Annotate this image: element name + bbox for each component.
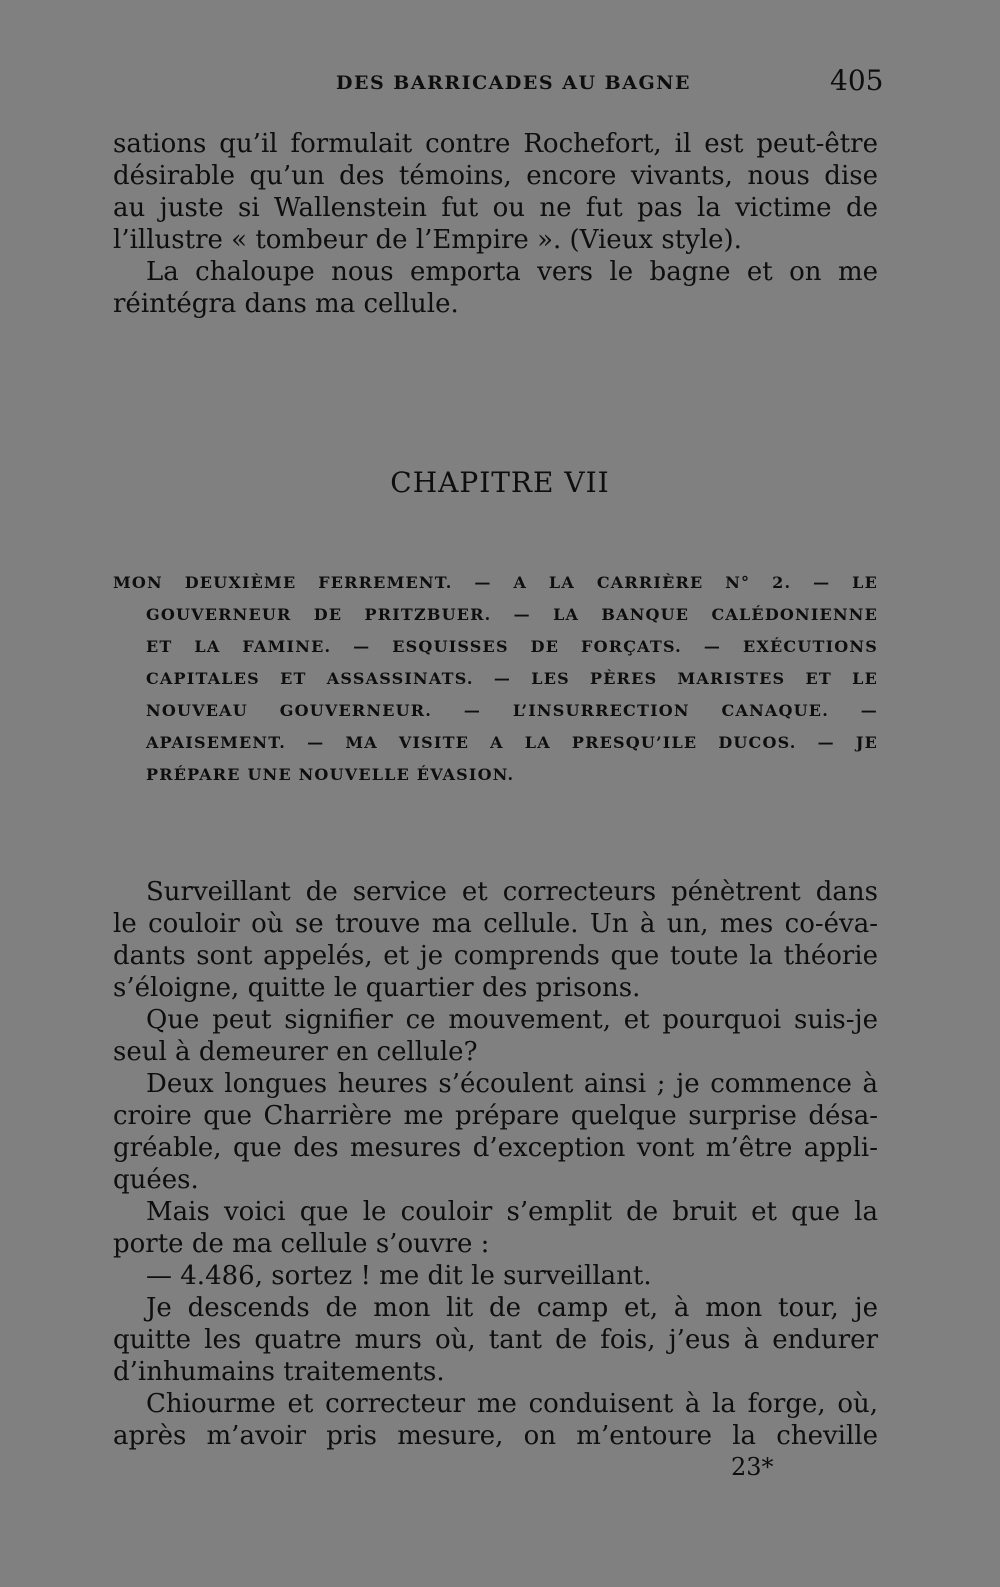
text-line: désirable qu’un des témoins, encore vivants, nous dise — [113, 161, 878, 191]
text-line: Deux longues heures s’écoulent ainsi ; je commence à — [146, 1069, 878, 1099]
text-line: seul à demeurer en cellule? — [113, 1037, 478, 1067]
body-paragraphs — [113, 876, 878, 1452]
summary-line: GOUVERNEUR DE PRITZBUER. — LA BANQUE CALÉDONIENNE — [146, 605, 878, 624]
chapter-title: CHAPITRE VII — [390, 466, 610, 499]
text-line: d’inhumains traitements. — [113, 1357, 445, 1387]
running-head: DES BARRICADES AU BAGNE — [336, 72, 692, 94]
text-line: au juste si Wallenstein fut ou ne fut pas la victime de — [113, 193, 878, 223]
text-line: quitte les quatre murs où, tant de fois, j’eus à endurer — [113, 1325, 878, 1355]
summary-line: APAISEMENT. — MA VISITE A LA PRESQU’ILE DUCOS. — JE — [146, 733, 878, 752]
text-line: quées. — [113, 1165, 199, 1195]
text-line: La chaloupe nous emporta vers le bagne et on me — [146, 257, 878, 287]
text-line: l’illustre « tombeur de l’Empire ». (Vieux style). — [113, 225, 742, 255]
text-line: réintégra dans ma cellule. — [113, 289, 459, 319]
summary-line: NOUVEAU GOUVERNEUR. — L’INSURRECTION CANAQUE. — — [146, 701, 878, 720]
text-line: après m’avoir pris mesure, on m’entoure la cheville — [113, 1421, 878, 1451]
text-line: Chiourme et correcteur me conduisent à la forge, où, — [146, 1389, 878, 1419]
page-number: 405 — [830, 64, 884, 97]
summary-line: PRÉPARE UNE NOUVELLE ÉVASION. — [146, 765, 515, 784]
top-paragraphs — [113, 128, 878, 320]
summary-line: MON DEUXIÈME FERREMENT. — A LA CARRIÈRE N° 2. — LE — [113, 573, 878, 592]
chapter-summary — [113, 567, 878, 791]
text-line: porte de ma cellule s’ouvre : — [113, 1229, 490, 1259]
text-line: Que peut signifier ce mouvement, et pourquoi suis-je — [146, 1005, 878, 1035]
text-line: dants sont appelés, et je comprends que toute la théorie — [113, 941, 878, 971]
text-line: sations qu’il formulait contre Rochefort, il est peut-être — [113, 129, 878, 159]
text-line: Surveillant de service et correcteurs pénètrent dans — [146, 877, 878, 907]
text-line: — 4.486, sortez ! me dit le surveillant. — [146, 1261, 652, 1291]
text-line: le couloir où se trouve ma cellule. Un à un, mes co-éva- — [113, 909, 878, 939]
signature-mark: 23* — [731, 1453, 774, 1481]
summary-line: ET LA FAMINE. — ESQUISSES DE FORÇATS. — EXÉCUTIONS — [146, 637, 878, 656]
summary-line: CAPITALES ET ASSASSINATS. — LES PÈRES MARISTES ET LE — [146, 669, 878, 688]
text-line: s’éloigne, quitte le quartier des prisons. — [113, 973, 641, 1003]
text-line: croire que Charrière me prépare quelque surprise désa- — [113, 1101, 878, 1131]
text-line: gréable, que des mesures d’exception vont m’être appli- — [113, 1133, 878, 1163]
text-line: Je descends de mon lit de camp et, à mon tour, je — [146, 1293, 878, 1323]
text-line: Mais voici que le couloir s’emplit de bruit et que la — [146, 1197, 878, 1227]
